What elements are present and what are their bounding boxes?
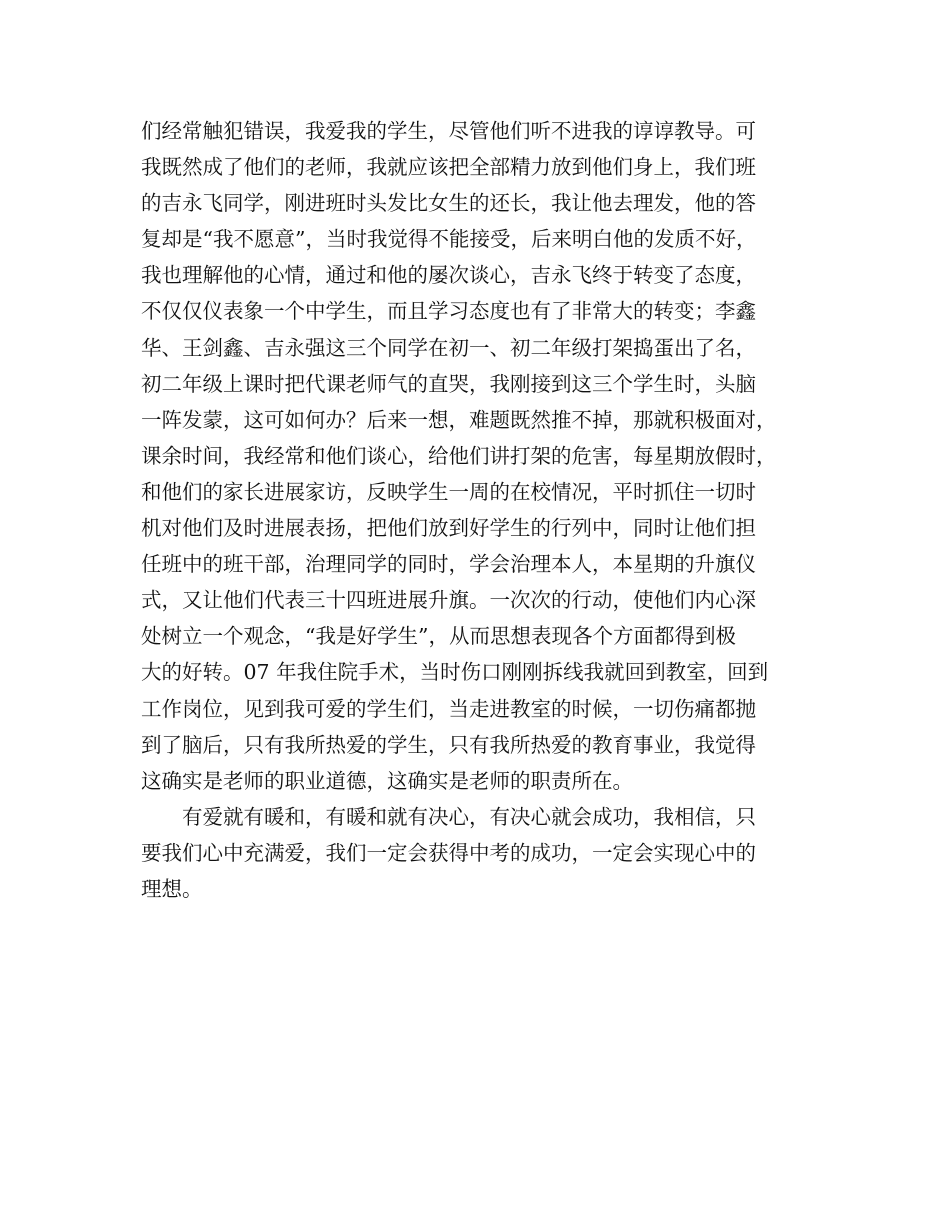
text-line: 和他们的家长进展家访，反映学生一周的在校情况，平时抓住一切时 bbox=[141, 479, 756, 504]
text-line: 处树立一个观念，“我是好学生”，从而思想表现各个方面都得到极 bbox=[141, 624, 736, 649]
text-line: 一阵发蒙，这可如何办？后来一想，难题既然推不掉，那就积极面对， bbox=[141, 407, 777, 432]
text-line: 我也理解他的心情，通过和他的屡次谈心，吉永飞终于转变了态度， bbox=[141, 263, 756, 288]
text-line: 复却是“我不愿意”，当时我觉得不能接受，后来明白他的发质不好， bbox=[141, 227, 757, 252]
text-line: 理想。 bbox=[141, 876, 203, 901]
paragraph-1 bbox=[141, 113, 841, 799]
text-line: 要我们心中充满爱，我们一定会获得中考的成功，一定会实现心中的 bbox=[141, 840, 756, 865]
text-line: 工作岗位，见到我可爱的学生们，当走进教室的时候，一切伤痛都抛 bbox=[141, 696, 756, 721]
text-line: 大的好转。07 年我住院手术，当时伤口刚刚拆线我就回到教室，回到 bbox=[141, 660, 769, 685]
text-line: 的吉永飞同学，刚进班时头发比女生的还长，我让他去理发，他的答 bbox=[141, 191, 756, 216]
text-line: 华、王剑鑫、吉永强这三个同学在初一、初二年级打架捣蛋出了名， bbox=[141, 335, 756, 360]
text-line: 我既然成了他们的老师，我就应该把全部精力放到他们身上，我们班 bbox=[141, 155, 756, 180]
text-line: 有爱就有暖和，有暖和就有决心，有决心就会成功，我相信，只 bbox=[182, 804, 756, 829]
text-line: 这确实是老师的职业道德，这确实是老师的职责所在。 bbox=[141, 768, 633, 793]
text-line: 式，又让他们代表三十四班进展升旗。一次次的行动，使他们内心深 bbox=[141, 588, 756, 613]
text-line: 机对他们及时进展表扬，把他们放到好学生的行列中，同时让他们担 bbox=[141, 516, 756, 541]
text-line: 们经常触犯错误，我爱我的学生，尽管他们听不进我的谆谆教导。可 bbox=[141, 119, 756, 143]
text-line: 任班中的班干部，治理同学的同时，学会治理本人，本星期的升旗仪 bbox=[141, 552, 756, 577]
text-line: 到了脑后，只有我所热爱的学生，只有我所热爱的教育事业，我觉得 bbox=[141, 732, 756, 757]
text-line: 课余时间，我经常和他们谈心，给他们讲打架的危害，每星期放假时， bbox=[141, 443, 777, 468]
text-line: 初二年级上课时把代课老师气的直哭，我刚接到这三个学生时，头脑 bbox=[141, 371, 756, 396]
text-line: 不仅仅仪表象一个中学生，而且学习态度也有了非常大的转变；李鑫 bbox=[141, 299, 756, 324]
paragraph-2 bbox=[141, 799, 841, 907]
body-text bbox=[141, 113, 841, 907]
